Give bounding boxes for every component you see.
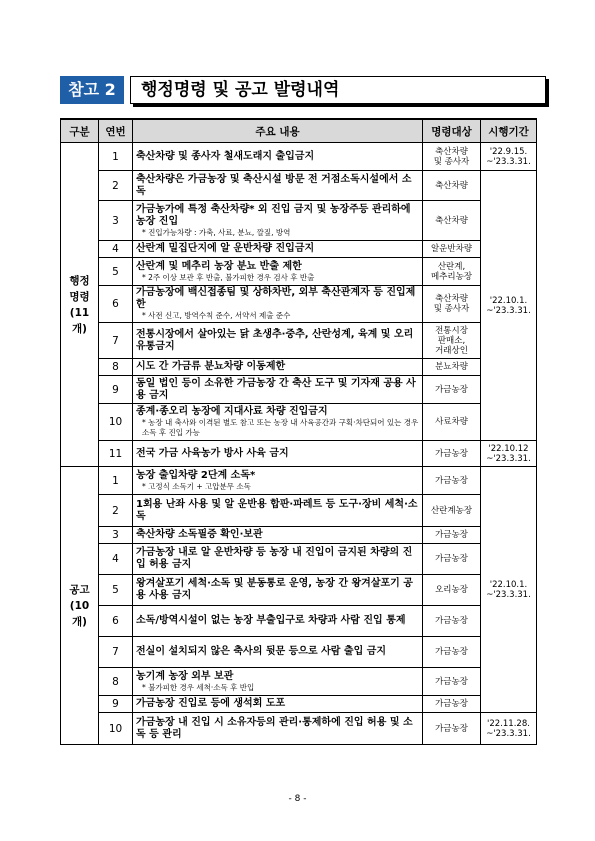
content-text: 축산차량 및 종사자 철새도래지 출입금지 [136, 150, 315, 162]
row-number: 4 [99, 544, 133, 575]
target-line: 및 종사자 [433, 156, 470, 167]
row-number: 7 [99, 637, 133, 668]
target-line: 산란계농장 [430, 505, 473, 516]
row-content [133, 258, 423, 286]
content-text: 종계·종오리 농장에 지대사료 차량 진입금지 [136, 406, 328, 417]
row-target [423, 495, 481, 527]
row-number: 9 [99, 376, 133, 404]
content-text: 농장 출입차량 2단계 소독* [136, 469, 256, 481]
category-line: 공고 [69, 583, 90, 596]
period-line: ~'23.3.31. [486, 305, 531, 316]
row-target [423, 201, 481, 241]
content-text: 가금농장 내로 알 운반차량 등 농장 내 진입이 금지된 차량의 진입 허용 금지 [136, 547, 413, 570]
target-line: 및 종사자 [433, 304, 470, 314]
row-number: 1 [99, 467, 133, 495]
content-text: 전실이 설치되지 않은 축사의 뒷문 등으로 사람 출입 금지 [136, 646, 387, 657]
row-number: 2 [99, 495, 133, 527]
row-target [423, 575, 481, 606]
row-content [133, 441, 423, 467]
table-row [61, 544, 537, 575]
table-row [61, 527, 537, 544]
table-row [61, 696, 537, 713]
table-row [61, 637, 537, 668]
row-period [481, 171, 537, 441]
row-number: 11 [99, 441, 133, 467]
row-content [133, 323, 423, 359]
row-target [423, 143, 481, 171]
row-content [133, 637, 423, 668]
row-target [423, 606, 481, 637]
row-number: 6 [99, 286, 133, 323]
row-number: 6 [99, 606, 133, 637]
row-number: 3 [99, 201, 133, 241]
row-period [481, 143, 537, 171]
row-period [481, 467, 537, 713]
row-target [423, 637, 481, 668]
row-target [423, 241, 481, 258]
content-text: 산란계 밀집단지에 알 운반차량 진입금지 [136, 243, 315, 254]
table-row [61, 575, 537, 606]
table-row [61, 467, 537, 495]
title-badge: 참고 2 [60, 76, 124, 104]
table-row [61, 171, 537, 201]
content-text: 시도 간 가금류 분뇨차량 이동제한 [136, 361, 286, 372]
row-number: 4 [99, 241, 133, 258]
row-target [423, 527, 481, 544]
row-number: 10 [99, 713, 133, 745]
header-period: 시행기간 [481, 119, 537, 143]
target-line: 가금농장 [435, 554, 468, 564]
row-target [423, 404, 481, 441]
content-text: 가금농가에 특정 축산차량* 외 진입 금지 및 농장주등 관리하에 농장 진입 [136, 203, 411, 227]
row-number: 9 [99, 696, 133, 713]
row-content [133, 696, 423, 713]
table-row [61, 359, 537, 376]
row-target [423, 668, 481, 696]
header-target: 명령대상 [423, 119, 481, 143]
row-number: 7 [99, 323, 133, 359]
row-content [133, 359, 423, 376]
row-content [133, 668, 423, 696]
row-content [133, 376, 423, 404]
period-line: ~'23.3.31. [486, 453, 531, 464]
content-text: 농기계 농장 외부 보관 [136, 670, 234, 682]
target-line: 메추리농장 [430, 271, 473, 282]
row-content [133, 606, 423, 637]
table-row [61, 495, 537, 527]
row-number: 10 [99, 404, 133, 441]
target-line: 가금농장 [435, 616, 468, 626]
row-content [133, 544, 423, 575]
content-text: 소독/방역시설이 없는 농장 부출입구로 차량과 사람 진입 통제 [136, 615, 406, 626]
category-line: 명령 [69, 290, 90, 303]
row-number: 1 [99, 143, 133, 171]
table-row [61, 606, 537, 637]
row-content [133, 171, 423, 201]
row-content [133, 201, 423, 241]
row-content [133, 575, 423, 606]
row-number: 2 [99, 171, 133, 201]
content-text: 전통시장에서 살아있는 닭 초생추·중추, 산란성계, 육계 및 오리 유통금지 [136, 328, 414, 352]
row-content [133, 241, 423, 258]
page-title: 행정명령 및 공고 발령내역 [130, 76, 546, 104]
row-content [133, 286, 423, 323]
category-line: 행정 [69, 274, 90, 287]
content-text: 산란계 및 메추리 농장 분뇨 반출 제한 [136, 260, 302, 272]
target-line: 가금농장 [435, 723, 468, 734]
content-text: 가금농장 내 진입 시 소유자등의 관리·통제하에 진입 허용 및 소독 등 관리 [136, 716, 413, 740]
section-title [60, 76, 536, 104]
period-line: '22.11.28. [487, 718, 530, 729]
target-line: 거래상인 [435, 345, 468, 356]
target-line: 알운반차량 [430, 244, 473, 254]
category-line: (11개) [69, 306, 90, 335]
row-target [423, 441, 481, 467]
category-line: (10개) [69, 599, 90, 628]
row-target [423, 359, 481, 376]
row-period [481, 713, 537, 745]
table-row [61, 258, 537, 286]
table-row [61, 143, 537, 171]
target-line: 사료차량 [435, 417, 468, 427]
row-target [423, 467, 481, 495]
header-number: 연번 [99, 119, 133, 143]
target-line: 가금농장 [435, 448, 468, 459]
row-target [423, 258, 481, 286]
period-line: ~'23.3.31. [486, 589, 531, 600]
page-number: - 8 - [288, 794, 307, 804]
period-line: '22.10.12 [488, 443, 529, 454]
target-line: 가금농장 [435, 699, 468, 709]
row-content [133, 143, 423, 171]
table-row [61, 241, 537, 258]
target-line: 가금농장 [435, 647, 468, 657]
target-line: 오리농장 [435, 585, 468, 595]
period-line: '22.10.1. [489, 295, 528, 306]
table-header-row [61, 119, 537, 143]
row-target [423, 286, 481, 323]
table-row [61, 376, 537, 404]
row-number: 5 [99, 575, 133, 606]
category-notice [61, 467, 99, 745]
row-number: 5 [99, 258, 133, 286]
table-row [61, 286, 537, 323]
target-line: 판매소, [437, 335, 466, 346]
target-line: 축산차량 [435, 146, 468, 157]
row-number: 8 [99, 359, 133, 376]
content-note: * 고정식 소독기 + 고압분무 소독 [142, 481, 251, 491]
row-period [481, 441, 537, 467]
target-line: 분뇨차량 [435, 362, 468, 372]
target-line: 가금농장 [435, 475, 468, 486]
row-target [423, 323, 481, 359]
table-row [61, 404, 537, 441]
period-line: '22.9.15. [489, 146, 528, 157]
orders-table [60, 118, 537, 745]
row-number: 3 [99, 527, 133, 544]
row-target [423, 544, 481, 575]
content-text: 전국 가금 사육농가 방사 사육 금지 [136, 447, 289, 459]
row-content [133, 495, 423, 527]
target-line: 축산차량 [435, 180, 468, 191]
content-note: * 불가피한 경우 세척·소독 후 반입 [142, 682, 255, 692]
period-line: ~'23.3.31. [486, 728, 531, 739]
row-content [133, 713, 423, 745]
content-note: * 사전 신고, 방역수칙 준수, 서약서 제출 준수 [142, 311, 291, 320]
target-line: 가금농장 [435, 676, 468, 687]
table-row [61, 668, 537, 696]
target-line: 축산차량 [435, 215, 468, 226]
content-text: 왕겨살포기 세척·소독 및 분동통로 운영, 농장 간 왕겨살포기 공용 사용 금지 [136, 578, 413, 601]
content-text: 축산차량 소독필증 확인·보관 [136, 529, 263, 540]
content-note: * 2주 이상 보관 후 반출, 불가피한 경우 검사 후 반출 [142, 272, 315, 282]
target-line: 가금농장 [435, 384, 468, 395]
row-content [133, 467, 423, 495]
row-target [423, 713, 481, 745]
row-content [133, 404, 423, 441]
period-line: ~'23.3.31. [486, 156, 531, 167]
content-text: 1회용 난좌 사용 및 알 운반용 합판·파레트 등 도구·장비 세척·소독 [136, 498, 418, 522]
content-text: 축산차량은 가금농장 및 축산시설 방문 전 거점소독시설에서 소독 [136, 173, 412, 197]
table-row [61, 201, 537, 241]
category-admin [61, 143, 99, 467]
content-text: 가금농장에 백신접종팀 및 상하차반, 외부 축산관계자 등 진입제한 [136, 287, 416, 310]
header-category: 구분 [61, 119, 99, 143]
target-line: 전통시장 [435, 325, 468, 336]
header-content: 주요 내용 [133, 119, 423, 143]
table-row [61, 713, 537, 745]
row-target [423, 171, 481, 201]
table-row [61, 441, 537, 467]
content-note: * 농장 내 축사와 이격된 별도 참고 또는 농장 내 사육공간과 구획·차단되어 있는 경우 소독 후 진입 가능 [142, 418, 419, 437]
row-target [423, 696, 481, 713]
row-target [423, 376, 481, 404]
period-line: '22.10.1. [489, 579, 528, 590]
content-text: 동일 법인 등이 소유한 가금농장 간 축산 도구 및 기자재 공용 사용 금지 [136, 377, 416, 401]
table-row [61, 323, 537, 359]
row-content [133, 527, 423, 544]
content-note: * 진입가능차량 : 가축, 사료, 분뇨, 깔짚, 방역 [142, 227, 291, 237]
target-line: 축산차량 [435, 294, 468, 304]
target-line: 가금농장 [435, 530, 468, 540]
content-text: 가금농장 진입로 등에 생석회 도포 [136, 698, 286, 709]
row-number: 8 [99, 668, 133, 696]
target-line: 산란계, [437, 261, 466, 272]
